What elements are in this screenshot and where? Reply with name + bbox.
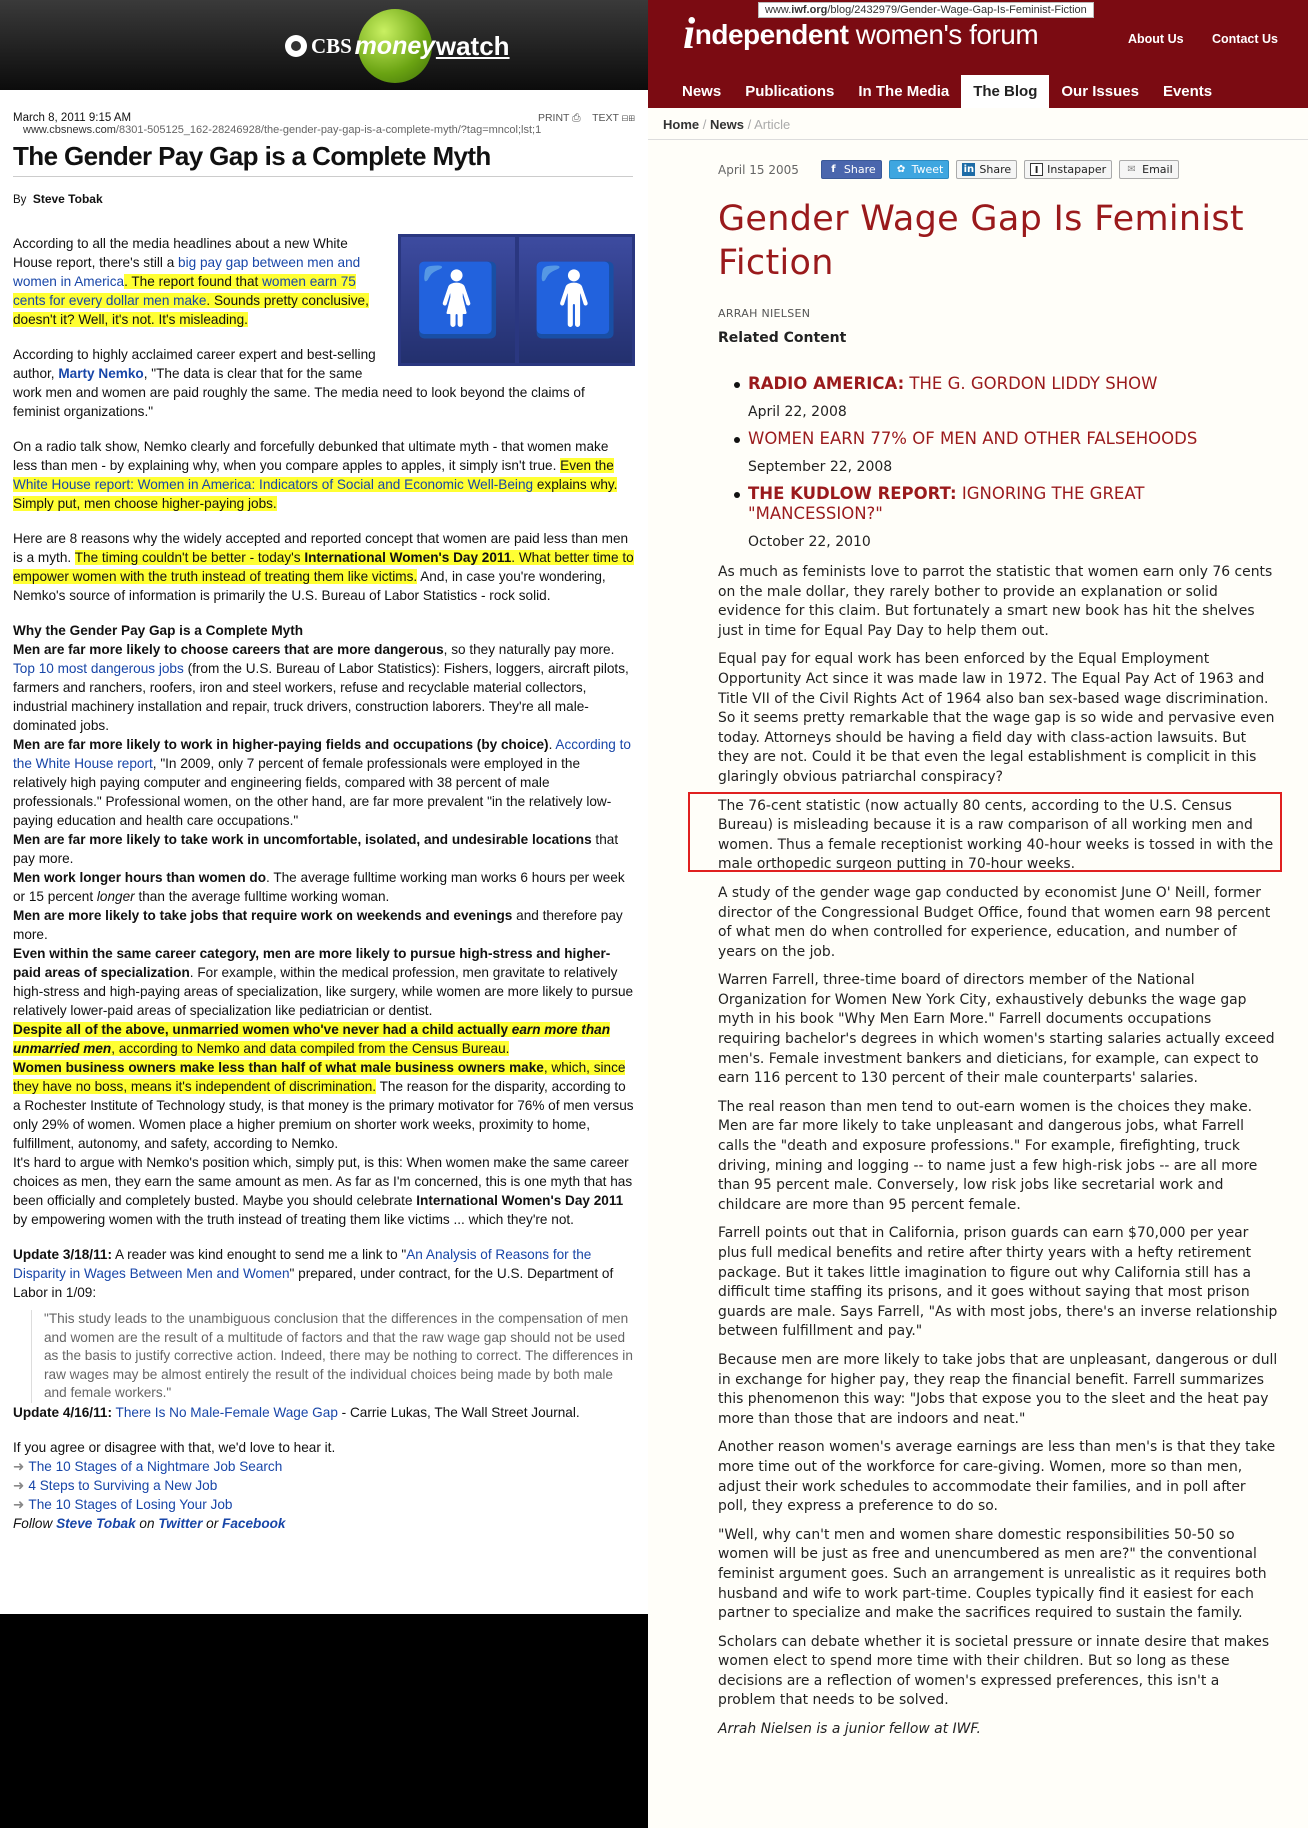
- logo-cbs-text: CBS: [311, 33, 352, 58]
- author-signature: Arrah Nielsen is a junior fellow at IWF.: [718, 1721, 981, 1738]
- article-title: The Gender Pay Gap is a Complete Myth: [13, 141, 633, 177]
- paragraph-nemko: According to highly acclaimed career expert and best-selling author, Marty Nemko, "The data is clear that for the same work men and women are paid roughly the same. The media need to look beyond the claims of feminist organizations.": [13, 347, 585, 419]
- article-title: Gender Wage Gap Is Feminist Fiction: [718, 199, 1244, 283]
- related-item[interactable]: WOMEN EARN 77% OF MEN AND OTHER FALSEHOODS: [748, 429, 1278, 449]
- text-size-icon: ⊟⊞: [621, 112, 635, 124]
- iwf-header: [648, 0, 1308, 108]
- instapaper-button[interactable]: I Instapaper: [1024, 160, 1112, 179]
- linkedin-icon: in: [963, 164, 975, 175]
- paragraph: Scholars can debate whether it is societal pressure or innate desire that makes women elect to spend more time with their children. But so long as these decisions are a reflection of women's expressed preferences, this isn't a problem that needs to be solved.: [718, 1633, 1270, 1709]
- article-tools: [538, 112, 635, 125]
- crumb-news[interactable]: News: [709, 117, 744, 132]
- related-date: September 22, 2008: [748, 459, 893, 475]
- text-button[interactable]: TEXT ⊟⊞: [592, 112, 635, 124]
- reason-6: Even within the same career category, men are more likely to pursue high-stress and higher-paid areas of specialization. For example, within the medical profession, men gravitate to relatively high-stress and high-paying areas of specialization, like surgery, while women are more likely to pursue relatively lower-paid areas of specialization like pediatrician or dentist.: [13, 946, 634, 1018]
- paragraph: The real reason than men tend to out-earn women is the choices they make. Men are far more likely to take unpleasant and dangerous jobs, what Farrell calls the "death and exposure professions." For example, firefighting, truck driving, mining and logging -- to name just a few high-risk jobs -- are all more than 95 percent male. Conversely, low risk jobs like secretarial work and childcare are more than 95 percent female.: [718, 1098, 1258, 1213]
- related-date: April 22, 2008: [748, 404, 847, 420]
- source-url: www.cbsnews.com/8301-505125_162-28246928/the-gender-pay-gap-is-a-complete-myth/?tag=mncol;lst;1: [23, 124, 542, 136]
- red-highlight-box: [688, 792, 1282, 872]
- restroom-signs-image: [398, 234, 635, 366]
- link-dangerous-jobs[interactable]: Top 10 most dangerous jobs: [13, 661, 184, 676]
- blank-area: [0, 1614, 648, 1828]
- link-white-house-report-2[interactable]: According to the White House report: [13, 737, 631, 771]
- arrow-icon: ➜: [13, 1458, 25, 1474]
- iwf-article: [718, 160, 1278, 1749]
- divider: [648, 139, 1308, 140]
- related-item[interactable]: THE KUDLOW REPORT: IGNORING THE GREAT "MANCESSION?": [748, 484, 1278, 524]
- breadcrumb: Home / News / Article: [663, 117, 791, 132]
- tab-news[interactable]: News: [682, 83, 722, 100]
- cbs-panel: [0, 0, 648, 1828]
- iwf-panel: [648, 0, 1308, 1828]
- link-no-wage-gap[interactable]: There Is No Male-Female Wage Gap: [115, 1404, 338, 1420]
- arrow-icon: ➜: [13, 1496, 25, 1512]
- email-icon: ✉: [1127, 164, 1136, 175]
- related-link-item[interactable]: ➜ The 10 Stages of Losing Your Job: [13, 1496, 233, 1512]
- linkedin-share-button[interactable]: in Share: [956, 160, 1017, 179]
- reason-1: Men are far more likely to choose careers that are more dangerous, so they naturally pay more. Top 10 most dangerous jobs (from the U.S. Bureau of Labor Statistics): Fishers, loggers, aircraft pilots, farmers and ranchers, roofers, iron and steel workers, refuse and recyclable material collectors, industrial machinery installation and repair, truck drivers, construction laborers. They're all male-dominated jobs.: [13, 642, 629, 733]
- paragraph: Another reason women's average earnings are less than men's is that they take more time out of the workforce for care-giving. Women, more so than men, adjust their work schedules to accommodate their families, and in poll after poll, they express a preference to do so.: [718, 1439, 1276, 1515]
- main-nav: [648, 70, 1308, 108]
- related-link-item[interactable]: ➜ 4 Steps to Surviving a New Job: [13, 1477, 218, 1493]
- paragraph-reasons-intro: Here are 8 reasons why the widely accepted and reported concept that women are paid less than men is a myth. The timing couldn't be better - today's International Women's Day 2011. What better time to empower women with the truth instead of treating them like victims. And, in case you're wondering, Nemko's source of information is primarily the U.S. Bureau of Labor Statistics - rock solid.: [13, 531, 634, 603]
- reason-3: Men are far more likely to take work in uncomfortable, isolated, and undesirable locations that pay more.: [13, 832, 619, 866]
- related-link-item[interactable]: ➜ The 10 Stages of a Nightmare Job Search: [13, 1458, 283, 1474]
- woman-figure-icon: 🚺: [401, 237, 515, 363]
- paragraph: "Well, why can't men and women share domestic responsibilities 50-50 so women will be just as free and unencumbered as men are?" the conventional feminist argument goes. Such an arrangement is unrealistic as it requires both husband and wife to work part-time. Couples typically find it easiest for each partner to specialize and make the sacrifices required to sustain the family.: [718, 1526, 1267, 1622]
- agree-text: If you agree or disagree with that, we'd love to hear it.: [13, 1439, 336, 1455]
- crumb-article: Article: [754, 117, 791, 132]
- paragraph: Equal pay for equal work has been enforced by the Equal Employment Opportunity Act since it was made law in 1972. The Equal Pay Act of 1963 and Title VII of the Civil Rights Act of 1964 also ban sex-based wage discrimination. So it seems pretty remarkable that the wage gap is so wide and pervasive even today. Attorneys should be having a field day with class-action lawsuits. But they are not. Could it be that even the legal establishment is complicit in this glaringly obvious patriarchal conspiracy?: [718, 651, 1275, 785]
- article-body: [13, 234, 635, 1533]
- related-content-heading: Related Content: [718, 330, 847, 346]
- related-date: October 22, 2010: [748, 534, 871, 550]
- crumb-home[interactable]: Home: [663, 117, 700, 132]
- tab-the-blog[interactable]: The Blog: [961, 75, 1049, 108]
- print-button[interactable]: PRINT ⎙: [537, 112, 581, 124]
- logo-money-text: money: [358, 9, 432, 83]
- twitter-link[interactable]: Twitter: [158, 1515, 203, 1531]
- reason-4: Men work longer hours than women do. The average fulltime working man works 6 hours per week or 15 percent longer than the average fulltime working woman.: [13, 870, 625, 904]
- link-analysis-of-reasons[interactable]: An Analysis of Reasons for the Disparity in Wages Between Men and Women: [13, 1247, 592, 1281]
- article-body: [718, 563, 1278, 1740]
- paragraph: As much as feminists love to parrot the statistic that women earn only 76 cents on the male dollar, they rarely bother to provide an explanation or solid evidence for this claim. But fortunately a smart new book has hit the shelves just in time for Equal Pay Day to help them out.: [718, 564, 1273, 639]
- cbs-moneywatch-logo[interactable]: [285, 16, 510, 76]
- update-2: Update 4/16/11: There Is No Male-Female Wage Gap - Carrie Lukas, The Wall Street Journal.: [13, 1404, 580, 1420]
- email-button[interactable]: ✉ Email: [1119, 160, 1179, 179]
- iwf-logo[interactable]: independent women's forum: [683, 9, 1039, 58]
- follow-line: Follow Steve Tobak on Twitter or Facebook: [13, 1515, 286, 1531]
- logo-watch-text: watch: [435, 30, 510, 61]
- highlighted-paragraph: The 76-cent statistic (now actually 80 cents, according to the U.S. Census Bureau) is misleading because it is a raw comparison of all working men and women. Thus a female receptionist working 40-hour weeks is tossed in with the male orthopedic surgeon putting in 70-hour weeks.: [718, 797, 1278, 875]
- link-white-house-report[interactable]: White House report: Women in America: Indicators of Social and Economic Well-Being: [13, 477, 534, 492]
- arrow-icon: ➜: [13, 1477, 25, 1493]
- article-date: March 8, 2011 9:15 AM: [13, 112, 132, 124]
- byline: By Steve Tobak: [13, 192, 103, 206]
- cbs-header: [0, 0, 648, 90]
- link-pay-gap[interactable]: big pay gap between men and women in America: [13, 255, 361, 289]
- share-row: [718, 160, 1278, 179]
- reason-5: Men are more likely to take jobs that require work on weekends and evenings and therefore pay more.: [13, 908, 623, 942]
- author-name: Steve Tobak: [32, 192, 103, 206]
- cbs-article: [0, 90, 648, 1614]
- tab-our-issues[interactable]: Our Issues: [1061, 83, 1139, 100]
- article-meta: [13, 90, 635, 130]
- about-us-link[interactable]: About Us: [1128, 32, 1184, 46]
- contact-us-link[interactable]: Contact Us: [1212, 32, 1278, 46]
- man-figure-icon: 🚹: [519, 237, 633, 363]
- tab-events[interactable]: Events: [1162, 83, 1213, 100]
- paragraph: Farrell points out that in California, prison guards can earn $70,000 per year plus full medical benefits and retire after thirty years with a hefty retirement package. But it takes little imagination to figure out why California still has a difficult time staffing its prisons, and it goes without saying that most prison guards are male. Says Farrell, "As with most jobs, there's an inverse relationship between fulfillment and pay.": [718, 1225, 1278, 1340]
- reason-7: Despite all of the above, unmarried women who've never had a child actually earn more than unmarried men, according to Nemko and data compiled from the Census Bureau.: [13, 1022, 610, 1056]
- paragraph-intro: According to all the media headlines about a new White House report, there's still a big pay gap between men and women in America. The report found that women earn 75 cents for every dollar men make. Sounds pretty conclusive, doesn't it? Well, it's not. It's misleading.: [13, 236, 369, 327]
- reasons-heading: Why the Gender Pay Gap is a Complete Myth: [13, 623, 304, 638]
- related-list: [748, 374, 1278, 550]
- facebook-icon: f: [831, 164, 836, 175]
- paragraph: A study of the gender wage gap conducted by economist June O' Neill, former director of the Congressional Budget Office, found that women earn 98 percent of what men do when controlled for experience, education, and number of years on the job.: [718, 884, 1271, 960]
- twitter-icon: ✿: [896, 164, 906, 175]
- related-links: [13, 1438, 635, 1533]
- post-date: April 15 2005: [718, 162, 799, 177]
- facebook-link[interactable]: Facebook: [222, 1515, 286, 1531]
- reasons-section: [13, 621, 635, 1229]
- tab-publications[interactable]: Publications: [745, 83, 835, 100]
- author-name: ARRAH NIELSEN: [718, 307, 811, 320]
- dol-quote: "This study leads to the unambiguous conclusion that the differences in the compensation of men and women are the result of a multitude of factors and that the raw wage gap should not be used as the basis to justify corrective action. Indeed, there may be nothing to correct. The differences in raw wages may be almost entirely the result of the individual choices being made by both male and female workers.": [31, 1310, 635, 1403]
- reason-2: Men are far more likely to work in higher-paying fields and occupations (by choice). According to the White House report, "In 2009, only 7 percent of female professionals were employed in the relatively high paying computer and engineering fields, compared with 38 percent of male professionals." Professional women, on the other hand, are far more prevalent "in the relatively low-paying education and health care occupations.": [13, 737, 631, 828]
- paragraph-radio: On a radio talk show, Nemko clearly and forcefully debunked that ultimate myth - that women make less than men - by explaining why, when you compare apples to apples, it simply isn't true. Even the White House report: Women in America: Indicators of Social and Economic Well-Being explains why. Simply put, men choose higher-paying jobs.: [13, 439, 618, 511]
- print-icon: ⎙: [572, 112, 581, 124]
- update-1: Update 3/18/11: A reader was kind enought to send me a link to "An Analysis of Reasons for the Disparity in Wages Between Men and Women" prepared, under contract, for the U.S. Department of Labor in 1/09:: [13, 1247, 614, 1300]
- tab-in-the-media[interactable]: In The Media: [858, 83, 950, 100]
- link-marty-nemko[interactable]: Marty Nemko: [58, 366, 144, 381]
- instapaper-icon: I: [1030, 163, 1043, 176]
- follow-author-link[interactable]: Steve Tobak: [56, 1515, 136, 1531]
- paragraph-conclusion: It's hard to argue with Nemko's position which, simply put, is this: When women make the same career choices as men, they earn the same amount as men. As far as I'm concerned, this is one myth that has been officially and completely busted. Maybe you should celebrate International Women's Day 2011 by empowering women with the truth instead of treating them like victims ... which they're not.: [13, 1155, 633, 1227]
- related-item[interactable]: RADIO AMERICA: THE G. GORDON LIDDY SHOW: [748, 374, 1278, 394]
- tweet-button[interactable]: ✿ Tweet: [889, 160, 950, 179]
- facebook-share-button[interactable]: f Share: [821, 160, 882, 179]
- link-75-cents[interactable]: women earn 75 cents for every dollar men make: [13, 274, 356, 308]
- reason-8: Women business owners make less than half of what male business owners make, which, since they have no boss, means it's independent of discrimination. The reason for the disparity, according to a Rochester Institute of Technology study, is that money is the primary motivator for 76% of men versus only 29% of women. Women place a higher premium on shorter work weeks, proximity to home, fulfillment, autonomy, and safety, according to Nemko.: [13, 1060, 634, 1151]
- cbs-eye-icon: [285, 35, 307, 57]
- paragraph: Because men are more likely to take jobs that are unpleasant, dangerous or dull in exchange for higher pay, they reap the financial benefit. Farrell summarizes this phenomenon this way: "Jobs that expose you to the sleet and the heat pay more than those that are indoors and neat.": [718, 1351, 1278, 1427]
- paragraph: Warren Farrell, three-time board of directors member of the National Organization for Women New York City, exhaustively debunks the wage gap myth in his book "Why Men Earn More." Farrell documents occupations requiring bachelor's degrees in which women's starting salaries actually exceed men's. Female investment bankers and dieticians, for example, can expect to earn 116 percent to 130 percent of their male counterparts' salaries.: [718, 972, 1275, 1087]
- iwf-url: www.iwf.org/blog/2432979/Gender-Wage-Gap-Is-Feminist-Fiction: [758, 2, 1094, 18]
